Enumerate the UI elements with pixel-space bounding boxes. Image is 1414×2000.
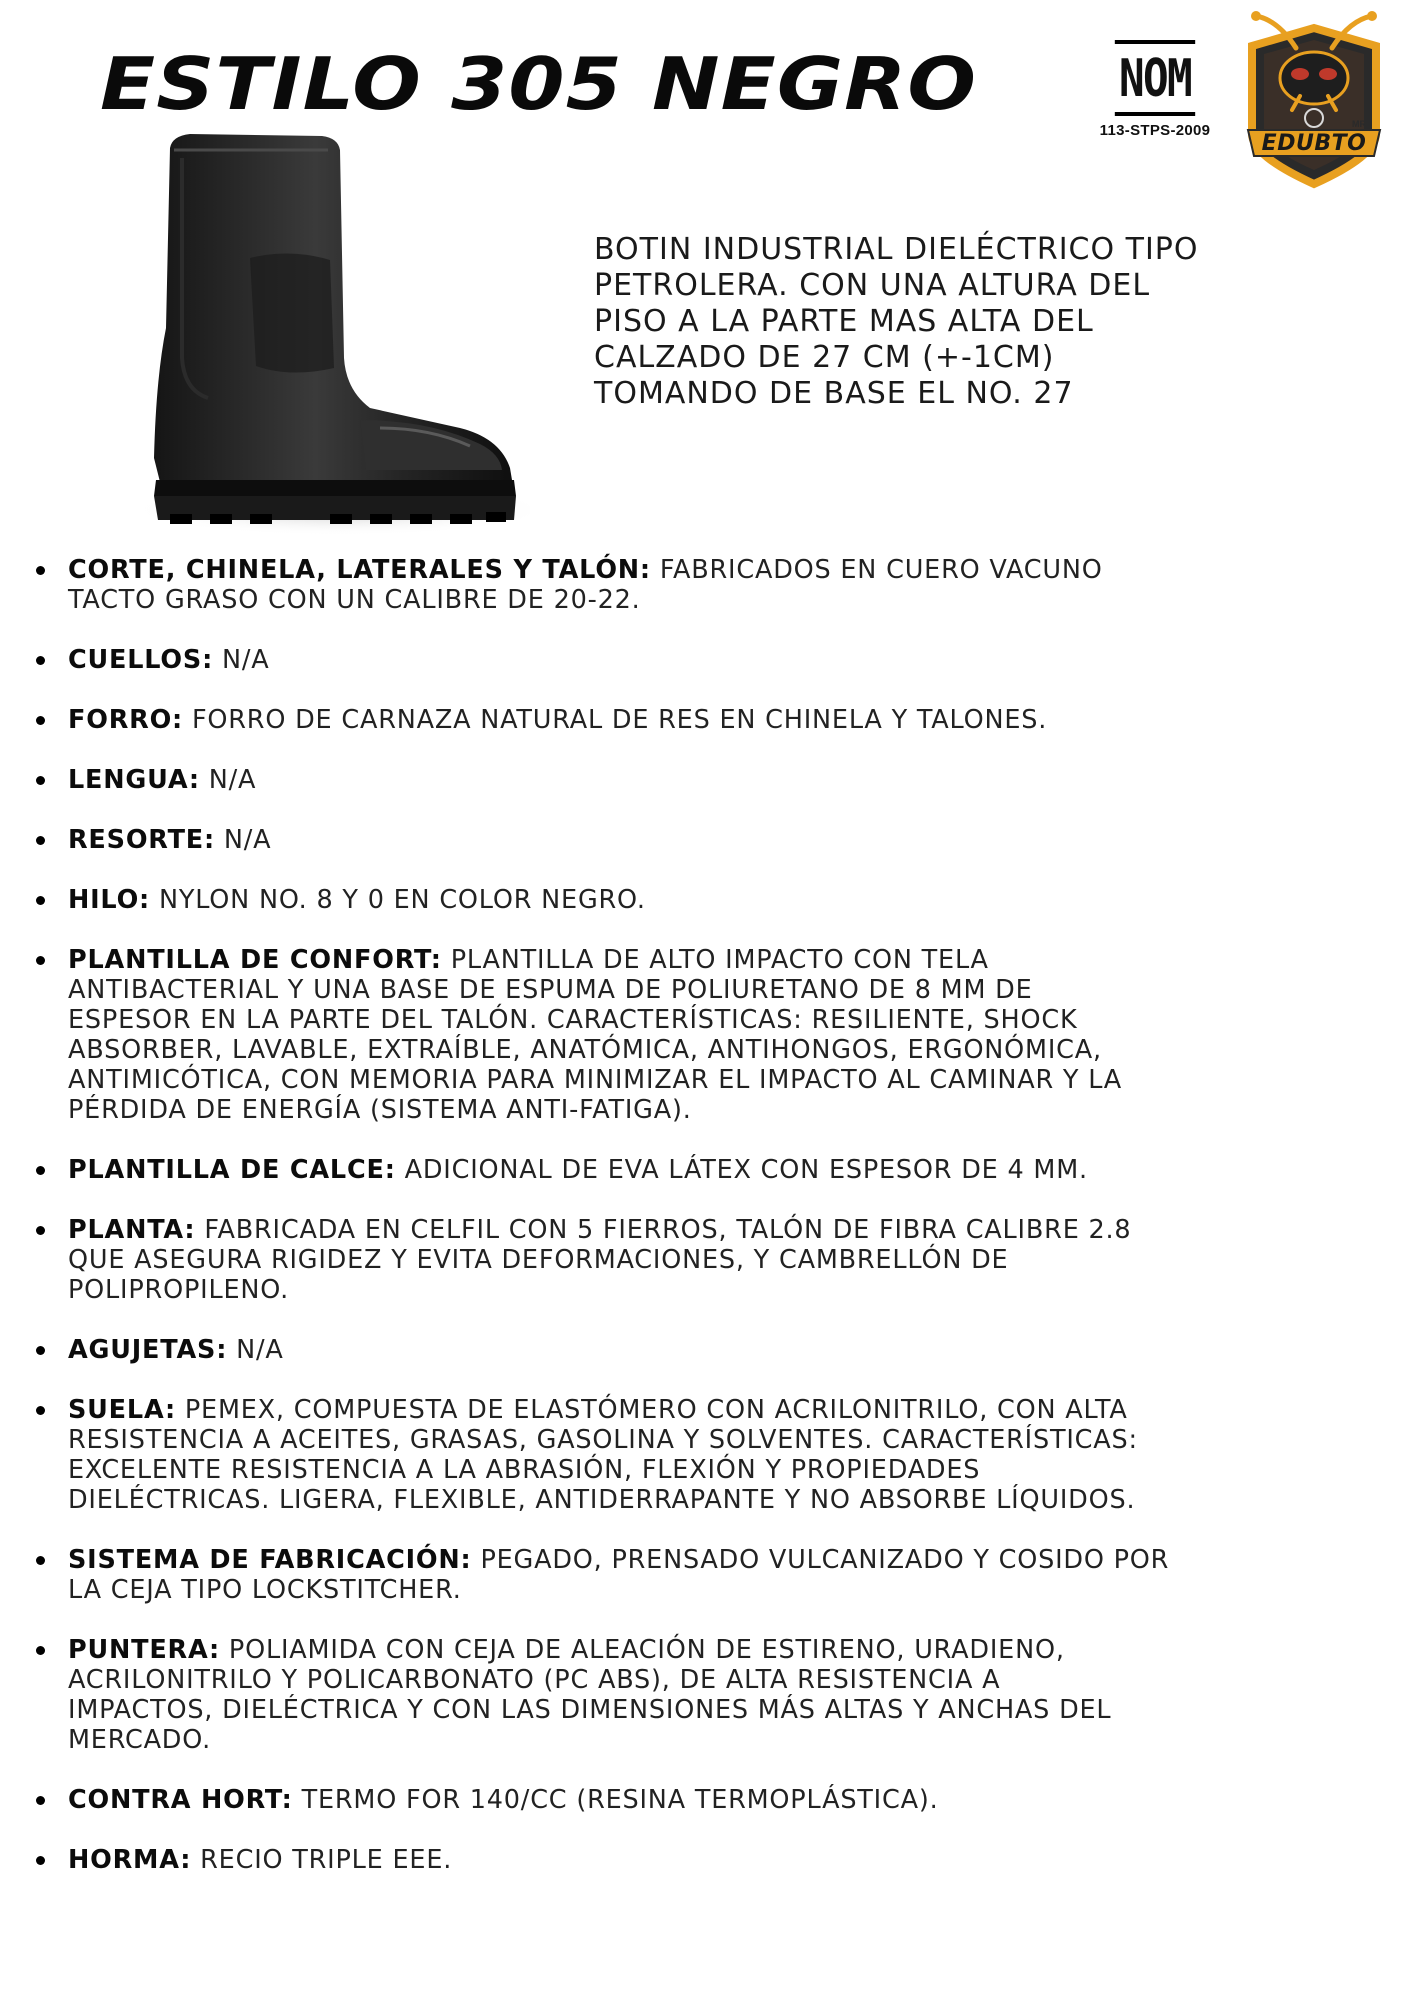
- spec-value: PLANTILLA DE ALTO IMPACTO CON TELA: [441, 945, 989, 975]
- spec-value: ADICIONAL DE EVA LÁTEX CON ESPESOR DE 4 MM.: [395, 1155, 1088, 1185]
- spec-value: PEMEX, COMPUESTA DE ELASTÓMERO CON ACRILONITRILO, CON ALTA: [175, 1395, 1128, 1425]
- spec-value: N/A: [215, 825, 272, 855]
- logo-registered-mark: MR: [1352, 119, 1366, 129]
- bullet-icon: [36, 1166, 45, 1175]
- bullet-icon: [36, 716, 45, 725]
- spec-value: N/A: [199, 765, 257, 795]
- bullet-icon: [36, 1796, 45, 1805]
- spec-item: [34, 1395, 1404, 1515]
- bullet-icon: [36, 956, 45, 965]
- spec-label: PUNTERA:: [68, 1635, 220, 1665]
- spec-label: AGUJETAS:: [68, 1335, 228, 1365]
- spec-value: LA CEJA TIPO LOCKSTITCHER.: [68, 1575, 462, 1605]
- spec-value: ESPESOR EN LA PARTE DEL TALÓN. CARACTERÍSTICAS: RESILIENTE, SHOCK: [68, 1005, 1078, 1035]
- description-line: PETROLERA. CON UNA ALTURA DEL: [594, 268, 1151, 303]
- spec-value: FORRO DE CARNAZA NATURAL DE RES EN CHINELA Y TALONES.: [183, 705, 1048, 735]
- spec-item: [34, 885, 1404, 915]
- bullet-icon: [36, 1856, 45, 1865]
- spec-value: ACRILONITRILO Y POLICARBONATO (PC ABS), DE ALTA RESISTENCIA A: [68, 1665, 1001, 1695]
- bullet-icon: [36, 776, 45, 785]
- logo-wordmark: EDUBTO: [1261, 131, 1367, 156]
- bullet-icon: [36, 1346, 45, 1355]
- spec-item: [34, 1155, 1404, 1185]
- description-line: CALZADO DE 27 CM (+-1CM): [594, 340, 1055, 375]
- spec-label: PLANTILLA DE CONFORT:: [68, 945, 442, 975]
- spec-item: [34, 555, 1404, 615]
- spec-value: DIELÉCTRICAS. LIGERA, FLEXIBLE, ANTIDERRAPANTE Y NO ABSORBE LÍQUIDOS.: [68, 1485, 1136, 1515]
- spec-label: CUELLOS:: [68, 645, 214, 675]
- description-line: BOTIN INDUSTRIAL DIELÉCTRICO TIPO: [594, 232, 1199, 267]
- spec-value: TACTO GRASO CON UN CALIBRE DE 20-22.: [68, 585, 641, 615]
- spec-item: [34, 1845, 1404, 1875]
- edubto-logo-icon: [1234, 6, 1394, 190]
- spec-label: PLANTA:: [68, 1215, 196, 1245]
- spec-item: [34, 765, 1404, 795]
- industrial-boot-image: [130, 128, 530, 538]
- spec-value: TERMO FOR 140/CC (RESINA TERMOPLÁSTICA).: [292, 1785, 939, 1815]
- spec-item: [34, 825, 1404, 855]
- spec-value: ANTIBACTERIAL Y UNA BASE DE ESPUMA DE POLIURETANO DE 8 MM DE: [68, 975, 1033, 1005]
- page-title: ESTILO 305 NEGRO: [100, 42, 978, 126]
- spec-item: [34, 1545, 1404, 1605]
- spec-value: MERCADO.: [68, 1725, 211, 1755]
- spec-label: FORRO:: [68, 705, 184, 735]
- bullet-icon: [36, 836, 45, 845]
- bullet-icon: [36, 1556, 45, 1565]
- spec-label: LENGUA:: [68, 765, 200, 795]
- spec-value: QUE ASEGURA RIGIDEZ Y EVITA DEFORMACIONES, Y CAMBRELLÓN DE: [68, 1245, 1009, 1275]
- spec-value: FABRICADA EN CELFIL CON 5 FIERROS, TALÓN DE FIBRA CALIBRE 2.8: [195, 1215, 1132, 1245]
- bullet-icon: [36, 566, 45, 575]
- spec-label: CORTE, CHINELA, LATERALES Y TALÓN:: [68, 555, 651, 585]
- spec-label: HORMA:: [68, 1845, 192, 1875]
- spec-label: CONTRA HORT:: [68, 1785, 293, 1815]
- spec-label: SUELA:: [68, 1395, 176, 1425]
- spec-label: RESORTE:: [68, 825, 215, 855]
- nom-mark: NOM: [1115, 40, 1195, 116]
- bullet-icon: [36, 1646, 45, 1655]
- spec-item: [34, 1785, 1404, 1815]
- description-line: TOMANDO DE BASE EL NO. 27: [594, 376, 1074, 411]
- spec-value: NYLON NO. 8 Y 0 EN COLOR NEGRO.: [150, 885, 646, 915]
- bullet-icon: [36, 896, 45, 905]
- product-description: [594, 232, 1354, 412]
- spec-label: HILO:: [68, 885, 151, 915]
- spec-item: [34, 1215, 1404, 1305]
- spec-value: RECIO TRIPLE EEE.: [191, 1845, 453, 1875]
- specifications-list: [34, 555, 1404, 1905]
- spec-value: ABSORBER, LAVABLE, EXTRAÍBLE, ANATÓMICA, ANTIHONGOS, ERGONÓMICA,: [68, 1035, 1102, 1065]
- spec-value: RESISTENCIA A ACEITES, GRASAS, GASOLINA Y SOLVENTES. CARACTERÍSTICAS:: [68, 1425, 1138, 1455]
- spec-item: [34, 705, 1404, 735]
- spec-value: POLIPROPILENO.: [68, 1275, 289, 1305]
- spec-value: PÉRDIDA DE ENERGÍA (SISTEMA ANTI-FATIGA).: [68, 1095, 692, 1125]
- spec-value: N/A: [227, 1335, 284, 1365]
- spec-label: PLANTILLA DE CALCE:: [68, 1155, 396, 1185]
- spec-value: PEGADO, PRENSADO VULCANIZADO Y COSIDO POR: [471, 1545, 1170, 1575]
- nom-certification-badge: [1090, 40, 1220, 150]
- spec-value: ANTIMICÓTICA, CON MEMORIA PARA MINIMIZAR EL IMPACTO AL CAMINAR Y LA: [68, 1065, 1123, 1095]
- bullet-icon: [36, 1406, 45, 1415]
- spec-value: EXCELENTE RESISTENCIA A LA ABRASIÓN, FLEXIÓN Y PROPIEDADES: [68, 1455, 981, 1485]
- bullet-icon: [36, 1226, 45, 1235]
- spec-item: [34, 945, 1404, 1125]
- spec-value: N/A: [213, 645, 270, 675]
- bullet-icon: [36, 656, 45, 665]
- spec-value: FABRICADOS EN CUERO VACUNO: [650, 555, 1103, 585]
- spec-label: SISTEMA DE FABRICACIÓN:: [68, 1545, 472, 1575]
- spec-item: [34, 645, 1404, 675]
- description-line: PISO A LA PARTE MAS ALTA DEL: [594, 304, 1094, 339]
- spec-item: [34, 1635, 1404, 1755]
- spec-value: POLIAMIDA CON CEJA DE ALEACIÓN DE ESTIRENO, URADIENO,: [220, 1635, 1065, 1665]
- nom-code: 113-STPS-2009: [1099, 122, 1211, 139]
- spec-value: IMPACTOS, DIELÉCTRICA Y CON LAS DIMENSIONES MÁS ALTAS Y ANCHAS DEL: [68, 1695, 1112, 1725]
- spec-item: [34, 1335, 1404, 1365]
